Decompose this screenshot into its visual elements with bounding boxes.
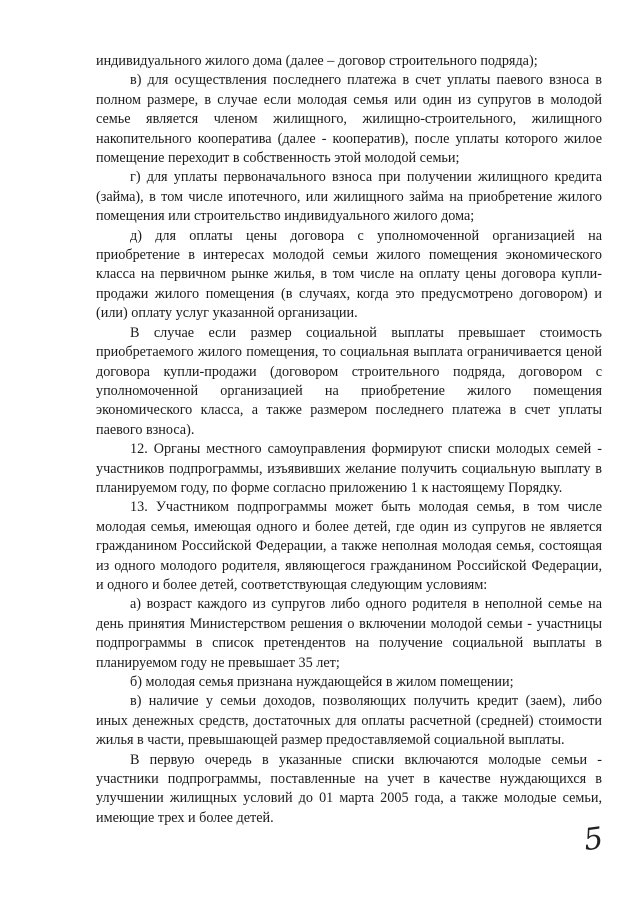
document-page [96,52,602,828]
paragraph-item-g: г) для уплаты первоначального взноса при получении жилищного кредита (займа), в том числе ипотечного, или жилищного займа на приобретение жилого помещения или строительство индивидуального жилого дома; [96,169,602,225]
paragraph-continuation: индивидуального жилого дома (далее – договор строительного подряда); [96,53,538,69]
paragraph-item-v: в) для осуществления последнего платежа в счет уплаты паевого взноса в полном размере, в случае если молодая семья или один из супругов в молодой семье является членом жилищного, жилищно-строительного, жилищного накопительного кооператива (далее - кооператив), после уплаты которого жилое помещение переходит в собственность этой молодой семьи; [96,72,602,167]
paragraph-payment-limit: В случае если размер социальной выплаты превышает стоимость приобретаемого жилого помещения, то социальная выплата ограничивается ценой договора купли-продажи (договором строительного подряда, договором с уполномоченной организацией на приобретение жилого помещения экономического класса, а также размером последнего платежа в счет уплаты паевого взноса). [96,324,602,438]
paragraph-condition-a: а) возраст каждого из супругов либо одного родителя в неполной семье на день принятия Министерством решения о включении молодой семьи - участницы подпрограммы в список претендентов на получение социальной выплаты в планируемом году не превышает 35 лет; [96,596,602,671]
paragraph-condition-b: б) молодая семья признана нуждающейся в жилом помещении; [130,674,514,690]
paragraph-condition-v: в) наличие у семьи доходов, позволяющих получить кредит (заем), либо иных денежных средств, достаточных для оплаты расчетной (средней) стоимости жилья в части, превышающей размер предоставляемой социальной выплаты. [96,693,602,749]
paragraph-priority: В первую очередь в указанные списки включаются молодые семьи - участники подпрограммы, поставленные на учет в качестве нуждающихся в улучшении жилищных условий до 01 марта 2005 года, а также молодые семьи, имеющие трех и более детей. [96,751,602,826]
handwritten-page-number: 5 [581,820,606,859]
paragraph-section-12: 12. Органы местного самоуправления формируют списки молодых семей - участников подпрограммы, изъявивших желание получить социальную выплату в планируемом году, по форме согласно приложению 1 к настоящему Порядку. [96,441,602,496]
paragraph-item-d: д) для оплаты цены договора с уполномоченной организацией на приобретение в интересах молодой семьи жилого помещения экономического класса на первичном рынке жилья, в том числе на оплату цены договора купли-продажи жилого помещения (в случаях, когда это предусмотрено договором) и (или) оплату услуг указанной организации. [96,227,602,322]
paragraph-section-13: 13. Участником подпрограммы может быть молодая семья, в том числе молодая семья, имеющая одного и более детей, где один из супругов не является гражданином Российской Федерации, а также неполная молодая семья, состоящая из одного молодого родителя, являющегося гражданином Российской Федерации, и одного и более детей, соответствующая следующим условиям: [96,499,602,593]
